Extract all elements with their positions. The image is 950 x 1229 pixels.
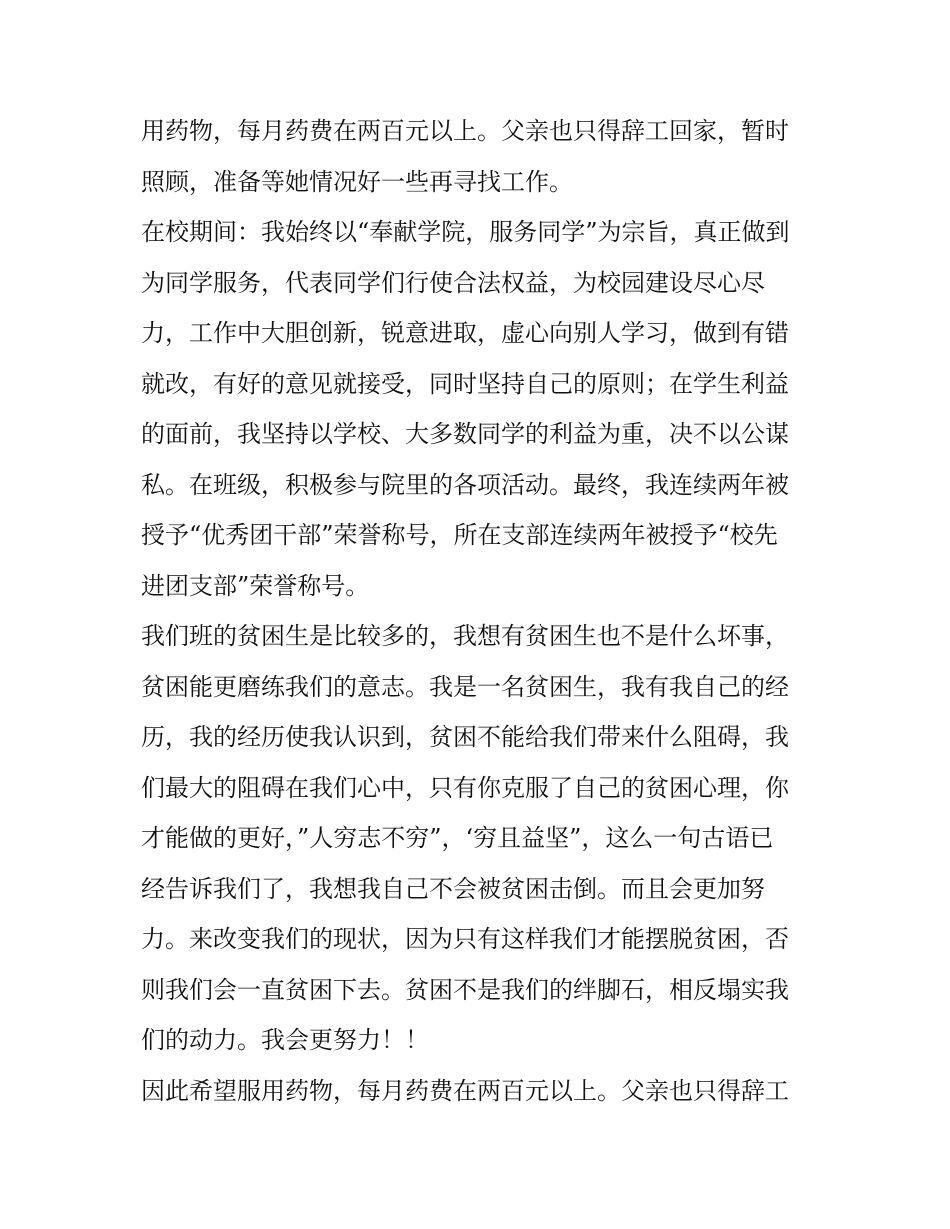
body-text: [141, 106, 817, 1116]
text-line: 因此希望服用药物，每月药费在两百元以上。父亲也只得辞工: [141, 1076, 789, 1105]
text-line: 们的动力。我会更努力！！: [141, 1026, 429, 1054]
text-line: 力。来改变我们的现状，因为只有这样我们才能摆脱贫困，否: [141, 925, 789, 953]
text-line: 在校期间：我始终以“奉献学院，服务同学”为宗旨，真正做到: [141, 218, 790, 246]
text-line: 才能做的更好，”人穷志不穷”，‘穷且益坚”，这么一句古语已: [141, 824, 774, 852]
text-line: 用药物，每月药费在两百元以上。父亲也只得辞工回家，暂时: [141, 117, 789, 145]
text-line: 照顾，准备等她情况好一些再寻找工作。: [141, 167, 573, 196]
text-line: 力，工作中大胆创新，锐意进取，虚心向别人学习，做到有错: [141, 319, 789, 347]
text-line: 私。在班级，积极参与院里的各项活动。最终，我连续两年被: [141, 470, 789, 499]
text-line: 授予“优秀团干部”荣誉称号，所在支部连续两年被授予“校先: [141, 521, 778, 549]
text-line: 我们班的贫困生是比较多的，我想有贫困生也不是什么坏事，: [141, 622, 789, 650]
text-line: 为同学服务，代表同学们行使合法权益，为校园建设尽心尽: [141, 268, 765, 297]
text-line: 就改，有好的意见就接受，同时坚持自己的原则；在学生利益: [141, 369, 789, 398]
text-line: 贫困能更磨练我们的意志。我是一名贫困生，我有我自己的经: [141, 672, 789, 701]
text-line: 则我们会一直贫困下去。贫困不是我们的绊脚石，相反塌实我: [141, 975, 789, 1004]
text-line: 经告诉我们了，我想我自己不会被贫困击倒。而且会更加努: [141, 874, 765, 903]
text-line: 的面前，我坚持以学校、大多数同学的利益为重，决不以公谋: [141, 420, 789, 448]
text-line: 们最大的阻碍在我们心中，只有你克服了自己的贫困心理，你: [141, 773, 789, 802]
text-line: 历，我的经历使我认识到，贫困不能给我们带来什么阻碍，我: [141, 723, 789, 751]
text-line: 进团支部”荣誉称号。: [141, 571, 370, 600]
